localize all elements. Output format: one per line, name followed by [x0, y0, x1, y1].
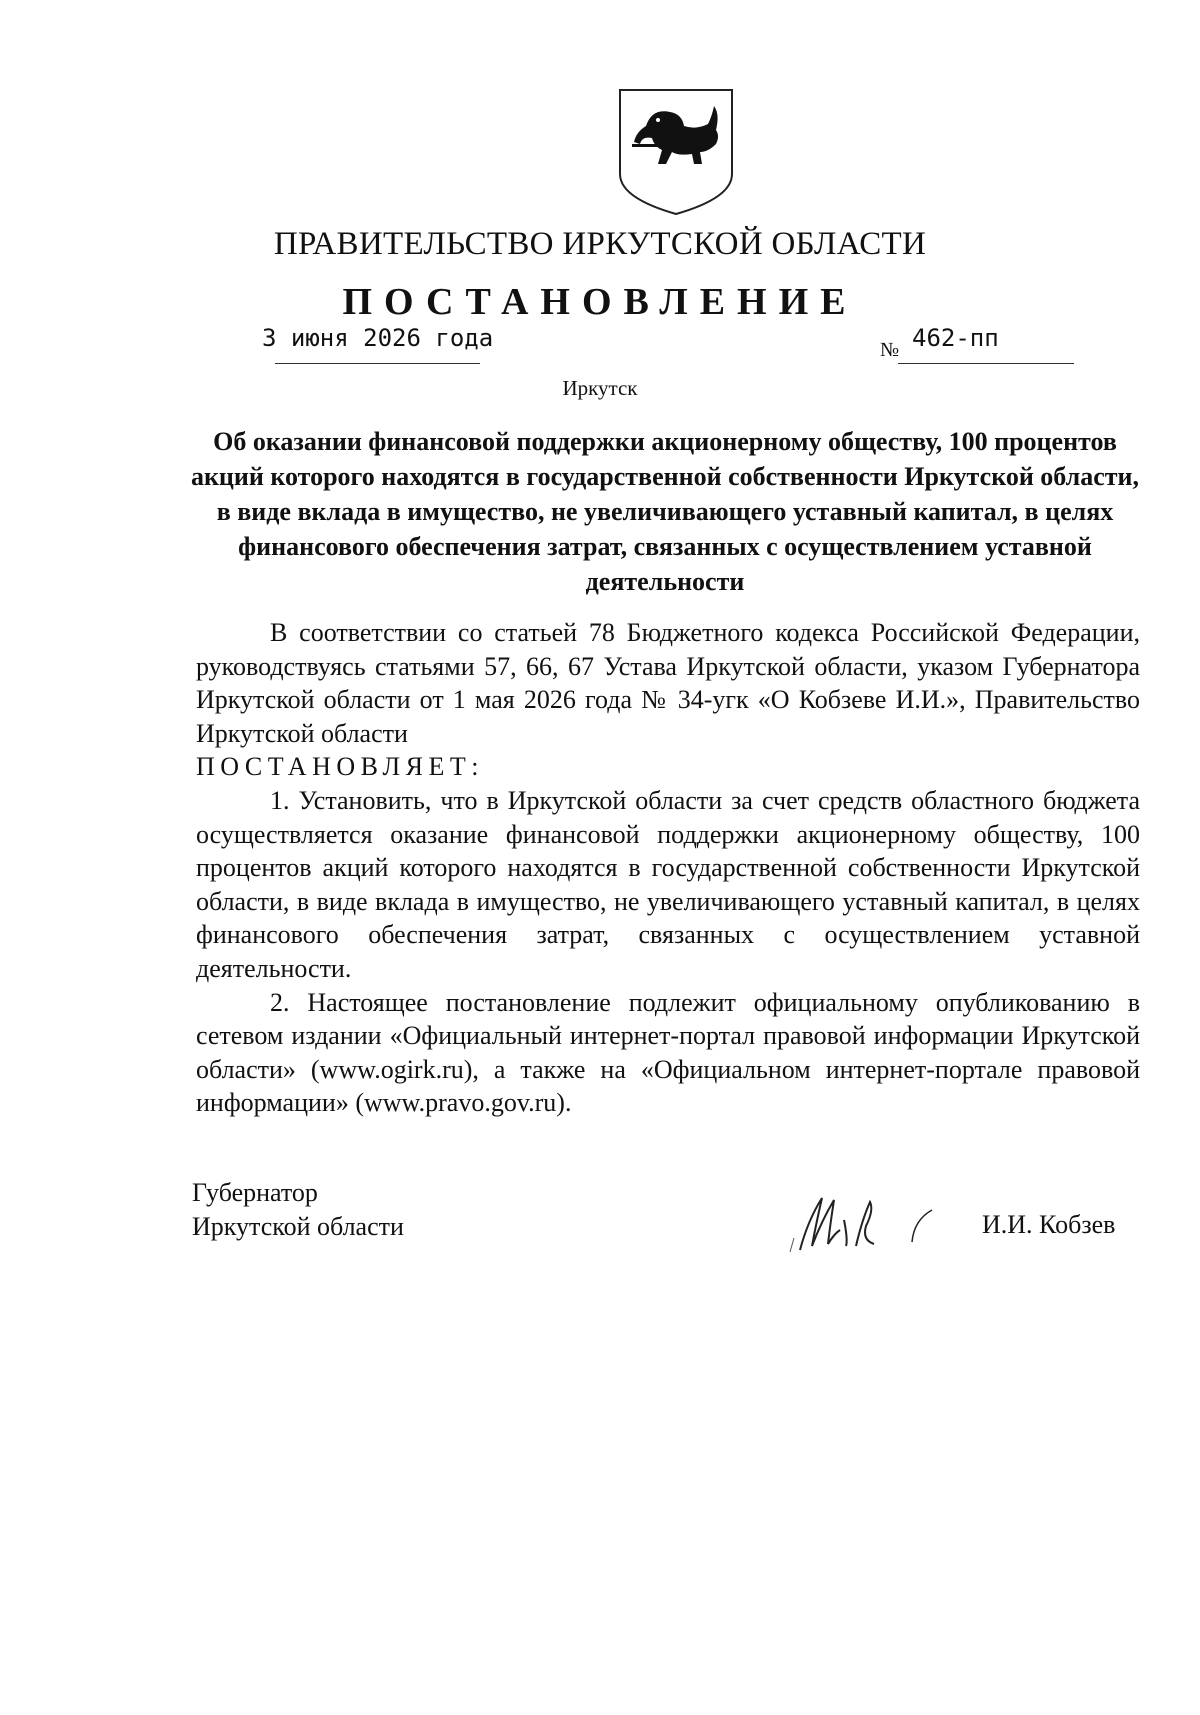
- document-subject: Об оказании финансовой поддержки акционерному обществу, 100 процентов акций которого находятся в государственной собственности Иркутской области, в виде вклада в имущество, не увеличивающего уставный капитал, в целях финансового обеспечения затрат, связанных с осуществлением уставной деятельности: [190, 427, 1140, 596]
- document-number: 462-пп: [912, 324, 999, 352]
- signer-position: [192, 1176, 404, 1244]
- number-sign: №: [880, 339, 900, 361]
- signer-position-line1: Губернатор: [192, 1178, 318, 1207]
- document-body: [196, 616, 1140, 1120]
- document-date: 3 июня 2026 года: [262, 324, 494, 352]
- signer-position-line2: Иркутской области: [192, 1212, 404, 1241]
- signer-name: И.И. Кобзев: [982, 1210, 1116, 1239]
- resolves-heading: ПОСТАНОВЛЯЕТ:: [196, 752, 484, 782]
- irkutsk-coat-of-arms-icon: [616, 86, 736, 218]
- preamble-paragraph: В соответствии со статьей 78 Бюджетного кодекса Российской Федерации, руководствуясь статьями 57, 66, 67 Устава Иркутской области, указом Губернатора Иркутской области от 1 мая 2026 года № 34-угк «О Кобзеве И.И.», Правительство Иркутской области: [196, 618, 1140, 748]
- issue-city: Иркутск: [562, 376, 638, 400]
- number-underline: [898, 363, 1074, 364]
- date-underline: [275, 363, 480, 364]
- item-paragraph-2: 2. Настоящее постановление подлежит официальному опубликованию в сетевом издании «Официальный интернет-портал правовой информации Иркутской области» (www.ogirk.ru), а также на «Официальном интернет-портале правовой информации» (www.pravo.gov.ru).: [196, 987, 1140, 1118]
- document-type-title: ПОСТАНОВЛЕНИЕ: [342, 281, 858, 323]
- handwritten-signature-icon: [782, 1180, 952, 1260]
- item-paragraph-1: 1. Установить, что в Иркутской области за счет средств областного бюджета осуществляется оказание финансовой поддержки акционерному обществу, 100 процентов акций которого находятся в государственной собственности Иркутской области, в виде вклада в имущество, не увеличивающего уставный капитал, в целях финансового обеспечения затрат, связанных с осуществлением уставной деятельности.: [196, 785, 1140, 983]
- government-title: ПРАВИТЕЛЬСТВО ИРКУТСКОЙ ОБЛАСТИ: [273, 226, 927, 262]
